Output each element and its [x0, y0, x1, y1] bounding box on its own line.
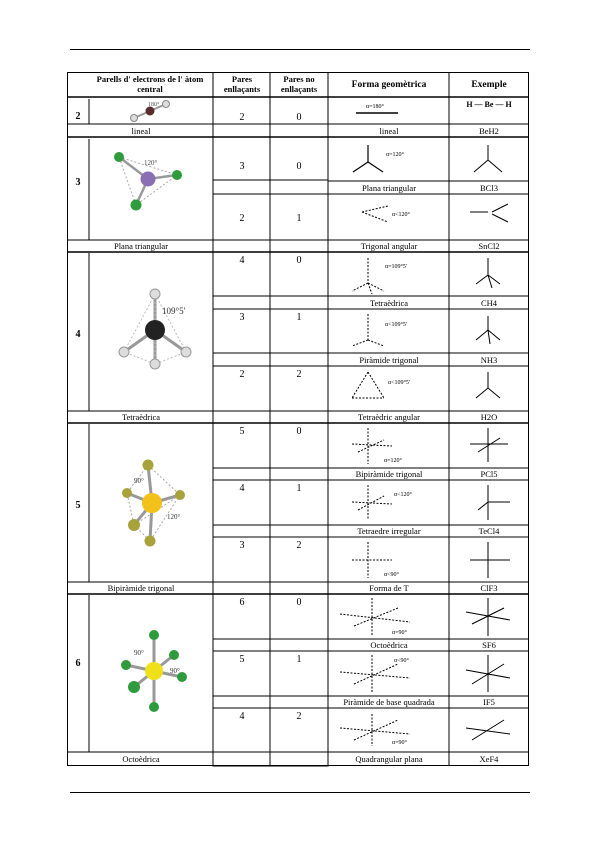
shape-name: Quadrangular plana — [355, 754, 423, 764]
nonbonding-count: 2 — [296, 540, 302, 551]
model-angle-label: 109°5' — [162, 306, 186, 316]
nonbonding-count: 1 — [296, 312, 302, 323]
bonding-count: 4 — [239, 483, 245, 494]
header-bonding: Pares enllaçants — [223, 74, 261, 94]
shape-name: Octoèdrica — [370, 640, 408, 650]
example-formula: PCl5 — [480, 469, 498, 479]
shape-angle-label: α=180° — [366, 104, 384, 110]
shape-angle-label: α<109°5' — [385, 322, 408, 328]
group-name: lineal — [131, 126, 151, 136]
model-angle-label: 90° — [134, 649, 144, 657]
nonbonding-count: 0 — [296, 112, 302, 123]
group-number: 5 — [75, 500, 81, 511]
shape-angle-label: α<109°5' — [388, 380, 411, 386]
nonbonding-count: 1 — [296, 213, 302, 224]
group-name: Tetraèdrica — [121, 412, 161, 422]
example-formula: ClF3 — [480, 583, 498, 593]
group-number: 4 — [75, 329, 81, 340]
shape-name: Tetraèdric angular — [358, 412, 420, 422]
example-formula: SnCl2 — [478, 241, 500, 251]
bonding-count: 5 — [239, 426, 245, 437]
shape-angle-label: α<90° — [384, 572, 399, 578]
header-shape: Forma geomètrica — [351, 80, 427, 90]
group-number: 3 — [75, 177, 81, 188]
model-angle-label: 90° — [134, 477, 144, 485]
shape-angle-label: α=120° — [386, 152, 404, 158]
header-nonbonding: Pares no enllaçants — [280, 74, 318, 94]
header-pairs: Parells d' electrons de l' àtom central — [96, 74, 204, 94]
nonbonding-count: 0 — [296, 255, 302, 266]
example-formula: BeH2 — [479, 126, 499, 136]
shape-name: Piràmide de base quadrada — [343, 697, 435, 707]
group-number: 6 — [75, 658, 81, 669]
nonbonding-count: 2 — [296, 369, 302, 380]
example-structure: H — Be — H — [466, 100, 512, 109]
bonding-count: 3 — [239, 161, 245, 172]
bonding-count: 5 — [239, 654, 245, 665]
bonding-count: 4 — [239, 255, 245, 266]
nonbonding-count: 1 — [296, 483, 302, 494]
bonding-count: 3 — [239, 312, 245, 323]
header-example: Exemple — [471, 80, 507, 90]
example-formula: SF6 — [482, 640, 496, 650]
nonbonding-count: 0 — [296, 426, 302, 437]
shape-name: lineal — [379, 126, 399, 136]
model-angle-label: 120° — [144, 159, 158, 167]
shape-name: Bipiràmide trigonal — [355, 469, 423, 479]
nonbonding-count: 0 — [296, 161, 302, 172]
shape-name: Tetraèdrica — [369, 298, 409, 308]
group-number: 2 — [75, 111, 81, 122]
shape-name: Tetraedre irregular — [357, 526, 421, 536]
example-formula: XeF4 — [479, 754, 499, 764]
bonding-count: 2 — [239, 369, 245, 380]
shape-angle-label: α=90° — [392, 630, 407, 636]
example-formula: NH3 — [480, 355, 498, 365]
nonbonding-count: 0 — [296, 597, 302, 608]
model-angle-label: 180° — [148, 102, 160, 108]
shape-name: Piràmide trigonal — [359, 355, 419, 365]
example-formula: TeCl4 — [478, 526, 500, 536]
nonbonding-count: 1 — [296, 654, 302, 665]
shape-name: Plana triangular — [361, 183, 417, 193]
bonding-count: 4 — [239, 711, 245, 722]
example-formula: IF5 — [483, 697, 495, 707]
bonding-count: 6 — [239, 597, 245, 608]
shape-angle-label: α=120° — [384, 458, 402, 464]
bonding-count: 2 — [239, 112, 245, 123]
shape-name: Forma de T — [369, 583, 409, 593]
example-formula: CH4 — [480, 298, 498, 308]
shape-angle-label: α<120° — [394, 492, 412, 498]
group-name: Octoèdrica — [122, 754, 160, 764]
example-formula: BCl3 — [480, 183, 498, 193]
shape-angle-label: α<120° — [392, 212, 410, 218]
group-name: Plana triangular — [113, 241, 169, 251]
shape-angle-label: α=90° — [392, 740, 407, 746]
svg-text:120°: 120° — [167, 513, 181, 521]
bonding-count: 2 — [239, 213, 245, 224]
group-name: Bipiràmide trigonal — [107, 583, 175, 593]
svg-text:90°: 90° — [170, 667, 180, 675]
bonding-count: 3 — [239, 540, 245, 551]
shape-angle-label: α=109°5' — [385, 264, 408, 270]
nonbonding-count: 2 — [296, 711, 302, 722]
shape-angle-label: α<90° — [394, 658, 409, 664]
example-formula: H2O — [480, 412, 498, 422]
shape-name: Trigonal angular — [360, 241, 418, 251]
